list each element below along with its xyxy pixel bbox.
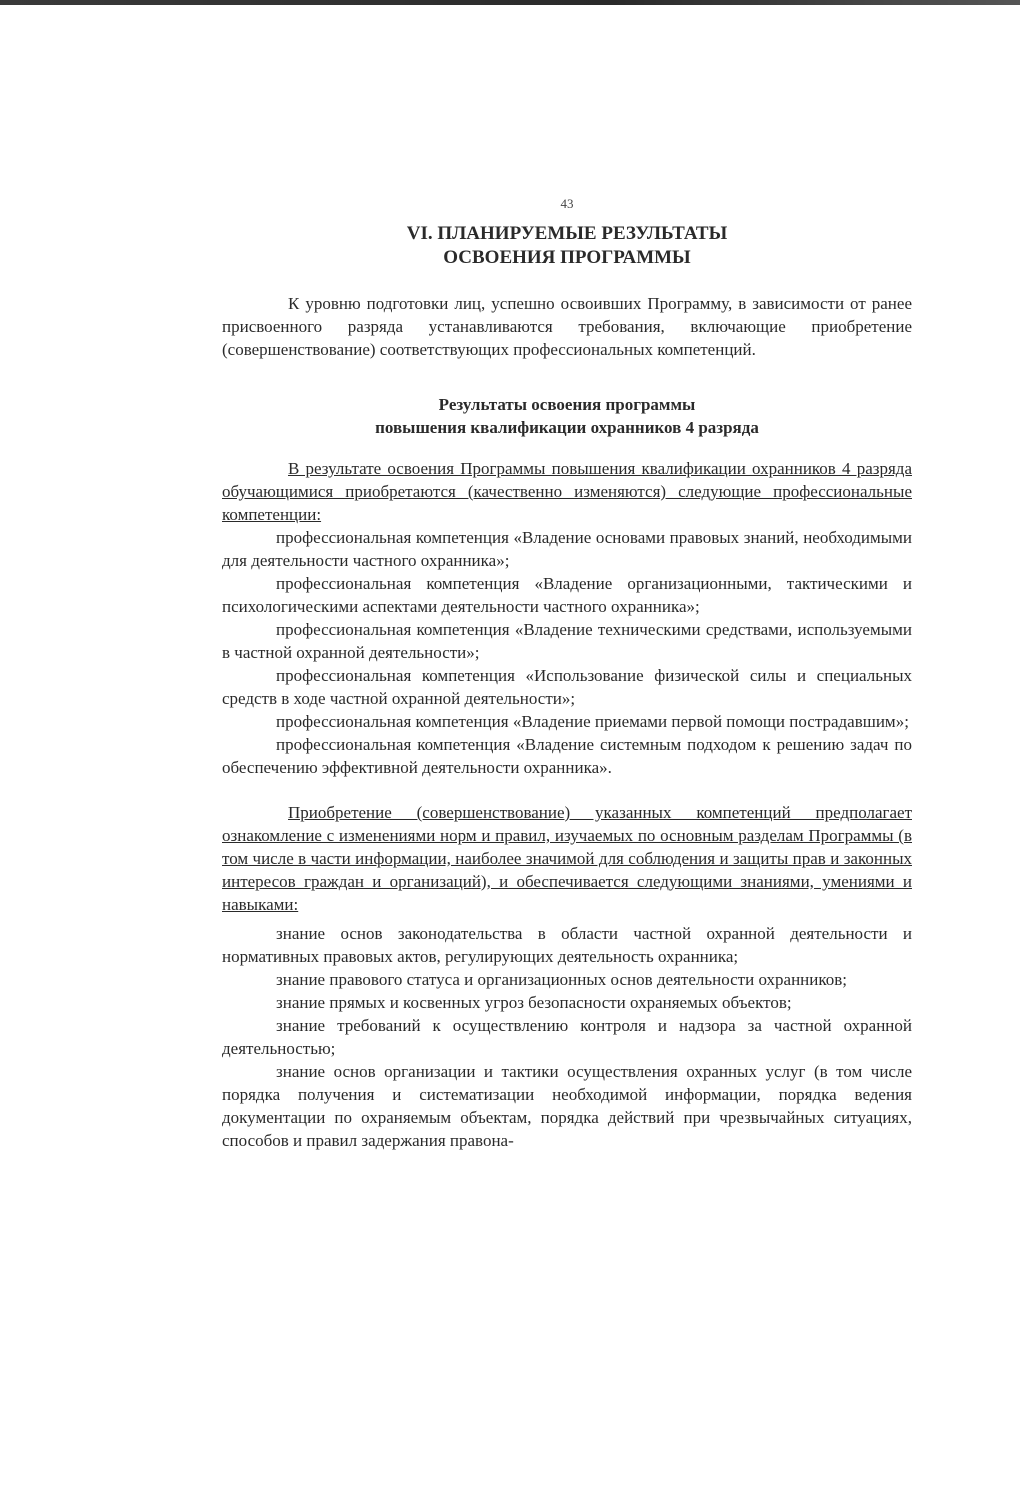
section-title-line-2: ОСВОЕНИЯ ПРОГРАММЫ xyxy=(443,247,691,268)
spacer xyxy=(222,779,912,801)
subsection-title-line-2: повышения квалификации охранников 4 разряда xyxy=(375,418,759,437)
subsection-title xyxy=(222,393,912,439)
competencies-intro: В результате освоения Программы повышения квалификации охранников 4 разряда обучающимися приобретаются (качественно изменяются) следующие профессиональные компетенции: xyxy=(222,459,912,524)
section-title xyxy=(222,222,912,270)
knowledge-list xyxy=(222,922,912,1152)
intro-paragraph: К уровню подготовки лиц, успешно освоивших Программу, в зависимости от ранее присвоенного разряда устанавливаются требования, включающие приобретение (совершенствование) соответствующих профессиональных компетенций. xyxy=(222,294,912,359)
competency-item: профессиональная компетенция «Владение основами правовых знаний, необходимыми для деятельности частного охранника»; xyxy=(222,528,912,570)
competency-item: профессиональная компетенция «Использование физической силы и специальных средств в ходе частной охранной деятельности»; xyxy=(222,666,912,708)
knowledge-item: знание правового статуса и организационных основ деятельности охранников; xyxy=(276,970,848,989)
section-title-line-1: VI. ПЛАНИРУЕМЫЕ РЕЗУЛЬТАТЫ xyxy=(406,223,728,244)
knowledge-intro: Приобретение (совершенствование) указанных компетенций предполагает ознакомление с изменениями норм и правил, изучаемых по основным разделам Программы (в том числе в части информации, наиболее значимой для соблюдения и защиты прав и законных интересов граждан и организаций), и обеспечивается следующими знаниями, умениями и навыками: xyxy=(222,803,912,914)
page-number: 43 xyxy=(560,196,574,211)
knowledge-item: знание основ организации и тактики осуществления охранных услуг (в том числе порядка получения и систематизации необходимой информации, порядка ведения документации по охраняемым объектам, порядка действий при чрезвычайных ситуациях, способов и правил задержания правона- xyxy=(222,1062,912,1150)
competency-item: профессиональная компетенция «Владение системным подходом к решению задач по обеспечению эффективной деятельности охранника». xyxy=(222,735,912,777)
scan-edge xyxy=(0,0,1020,5)
subsection-title-line-1: Результаты освоения программы xyxy=(438,395,696,414)
competency-item: профессиональная компетенция «Владение организационными, тактическими и психологическими аспектами деятельности частного охранника»; xyxy=(222,574,912,616)
knowledge-item: знание прямых и косвенных угроз безопасности охраняемых объектов; xyxy=(276,993,792,1012)
knowledge-item: знание основ законодательства в области частной охранной деятельности и нормативных правовых актов, регулирующих деятельность охранника; xyxy=(222,924,912,966)
knowledge-item: знание требований к осуществлению контроля и надзора за частной охранной деятельностью; xyxy=(222,1016,912,1058)
competencies-list xyxy=(222,526,912,779)
competency-item: профессиональная компетенция «Владение техническими средствами, используемыми в частной охранной деятельности»; xyxy=(222,620,912,662)
competency-item: профессиональная компетенция «Владение приемами первой помощи пострадавшим»; xyxy=(276,712,909,731)
document-page xyxy=(222,196,912,1152)
